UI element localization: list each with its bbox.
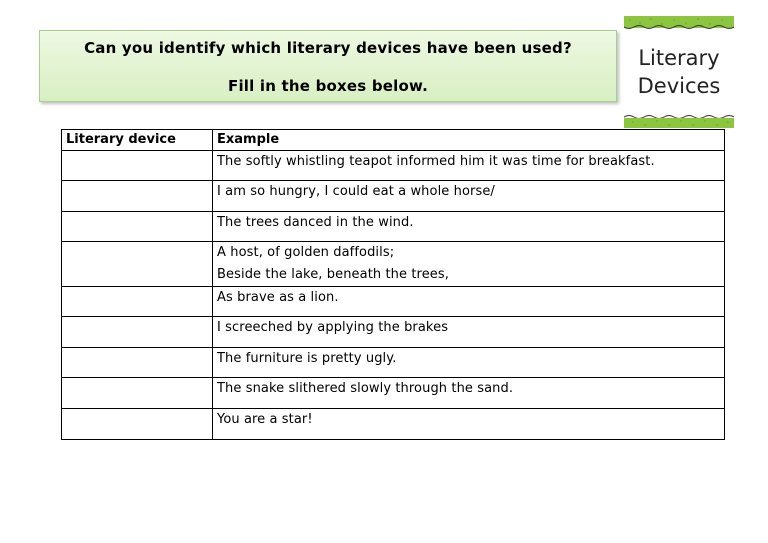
device-answer-cell[interactable]	[62, 409, 213, 440]
literary-devices-table	[61, 129, 725, 440]
device-answer-cell[interactable]	[62, 287, 213, 317]
table-row	[62, 181, 725, 212]
instructions-question: Can you identify which literary devices have been used?	[84, 39, 572, 57]
table-row	[62, 212, 725, 242]
device-answer-cell[interactable]	[62, 242, 213, 287]
example-line: A host, of golden daffodils;	[217, 245, 395, 260]
example-cell: I am so hungry, I could eat a whole horse/	[213, 181, 725, 212]
header-example: Example	[213, 130, 725, 151]
example-cell	[213, 242, 725, 287]
table-row	[62, 317, 725, 348]
table-row	[62, 409, 725, 440]
table-header-row	[62, 130, 725, 151]
table-row	[62, 242, 725, 287]
example-cell: The softly whistling teapot informed him it was time for breakfast.	[213, 151, 725, 181]
device-answer-cell[interactable]	[62, 317, 213, 348]
device-answer-cell[interactable]	[62, 378, 213, 409]
device-answer-cell[interactable]	[62, 151, 213, 181]
header-literary-device: Literary device	[62, 130, 213, 151]
instructions-box	[39, 30, 617, 102]
table-row	[62, 348, 725, 378]
logo-bottom-band	[624, 118, 734, 128]
device-answer-cell[interactable]	[62, 212, 213, 242]
logo-word-literary: Literary	[638, 46, 720, 70]
table-row	[62, 378, 725, 409]
device-answer-cell[interactable]	[62, 348, 213, 378]
example-cell: You are a star!	[213, 409, 725, 440]
example-cell: The furniture is pretty ugly.	[213, 348, 725, 378]
example-line: Beside the lake, beneath the trees,	[217, 267, 450, 282]
example-cell: As brave as a lion.	[213, 287, 725, 317]
example-cell: The snake slithered slowly through the sand.	[213, 378, 725, 409]
example-cell: The trees danced in the wind.	[213, 212, 725, 242]
literary-devices-logo	[624, 16, 734, 128]
table-row	[62, 151, 725, 181]
logo-top-band	[624, 16, 734, 28]
instructions-direction: Fill in the boxes below.	[228, 77, 428, 95]
logo-word-devices: Devices	[637, 74, 721, 98]
example-cell: I screeched by applying the brakes	[213, 317, 725, 348]
device-answer-cell[interactable]	[62, 181, 213, 212]
table-row	[62, 287, 725, 317]
